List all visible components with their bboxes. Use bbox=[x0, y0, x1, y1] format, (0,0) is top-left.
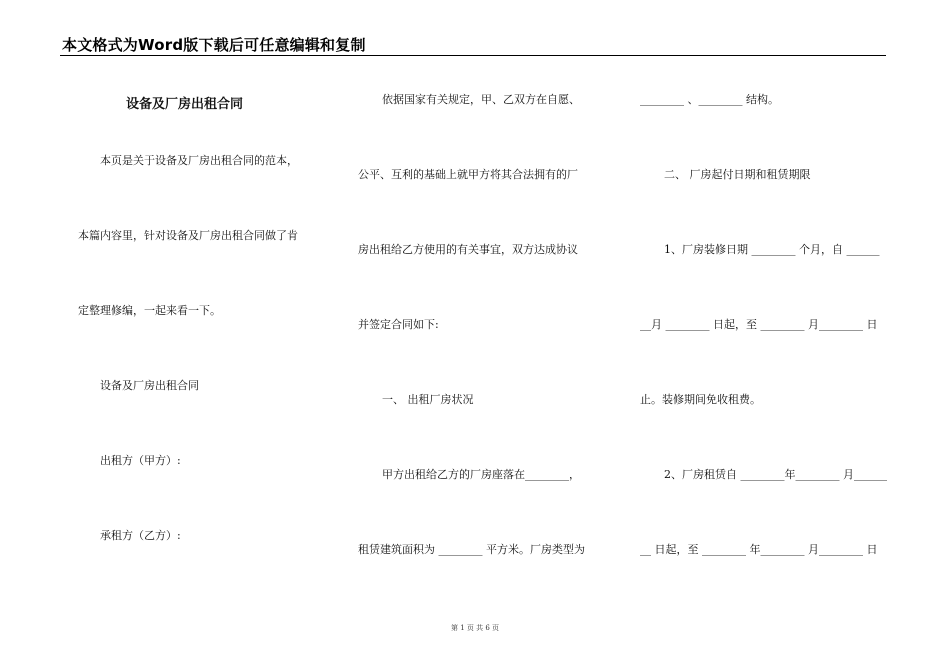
col1-line-5: 出租方（甲方）: bbox=[100, 454, 181, 467]
col3-line-1: ________ 、________ 结构。 bbox=[640, 93, 779, 106]
col2-line-6: 甲方出租给乙方的厂房座落在________， bbox=[382, 468, 580, 481]
col2-line-7: 租赁建筑面积为 ________ 平方米。厂房类型为 bbox=[358, 543, 585, 556]
col3-line-7: __ 日起，至 ________ 年________ 月________ 日 bbox=[640, 543, 878, 556]
col1-line-4: 设备及厂房出租合同 bbox=[100, 379, 199, 392]
col2-line-4: 并签定合同如下: bbox=[358, 318, 439, 331]
col3-line-2: 二、 厂房起付日期和租赁期限 bbox=[664, 168, 811, 181]
col3-line-4: __月 ________ 日起，至 ________ 月________ 日 bbox=[640, 318, 878, 331]
page-number-footer: 第 1 页 共 6 页 bbox=[450, 624, 500, 632]
document-header: 本文格式为Word版下载后可任意编辑和复制 bbox=[62, 36, 366, 54]
col1-line-3: 定整理修编，一起来看一下。 bbox=[78, 304, 221, 317]
col3-line-5: 止。装修期间免收租费。 bbox=[640, 393, 761, 406]
col2-line-2: 公平、互利的基础上就甲方将其合法拥有的厂 bbox=[358, 168, 578, 181]
document-title: 设备及厂房出租合同 bbox=[126, 97, 244, 112]
col1-line-1: 本页是关于设备及厂房出租合同的范本， bbox=[100, 154, 298, 167]
col2-line-3: 房出租给乙方使用的有关事宜，双方达成协议 bbox=[358, 243, 578, 256]
col1-line-2: 本篇内容里，针对设备及厂房出租合同做了肯 bbox=[78, 229, 298, 242]
col1-line-6: 承租方（乙方）: bbox=[100, 529, 181, 542]
col2-line-1: 依据国家有关规定，甲、乙双方在自愿、 bbox=[382, 93, 580, 106]
col3-line-3: 1、厂房装修日期 ________ 个月，自 ______ bbox=[664, 243, 880, 256]
col3-line-6: 2、厂房租赁自 ________年________ 月______ bbox=[664, 468, 887, 481]
col2-line-5: 一、 出租厂房状况 bbox=[382, 393, 474, 406]
header-divider bbox=[60, 55, 886, 56]
